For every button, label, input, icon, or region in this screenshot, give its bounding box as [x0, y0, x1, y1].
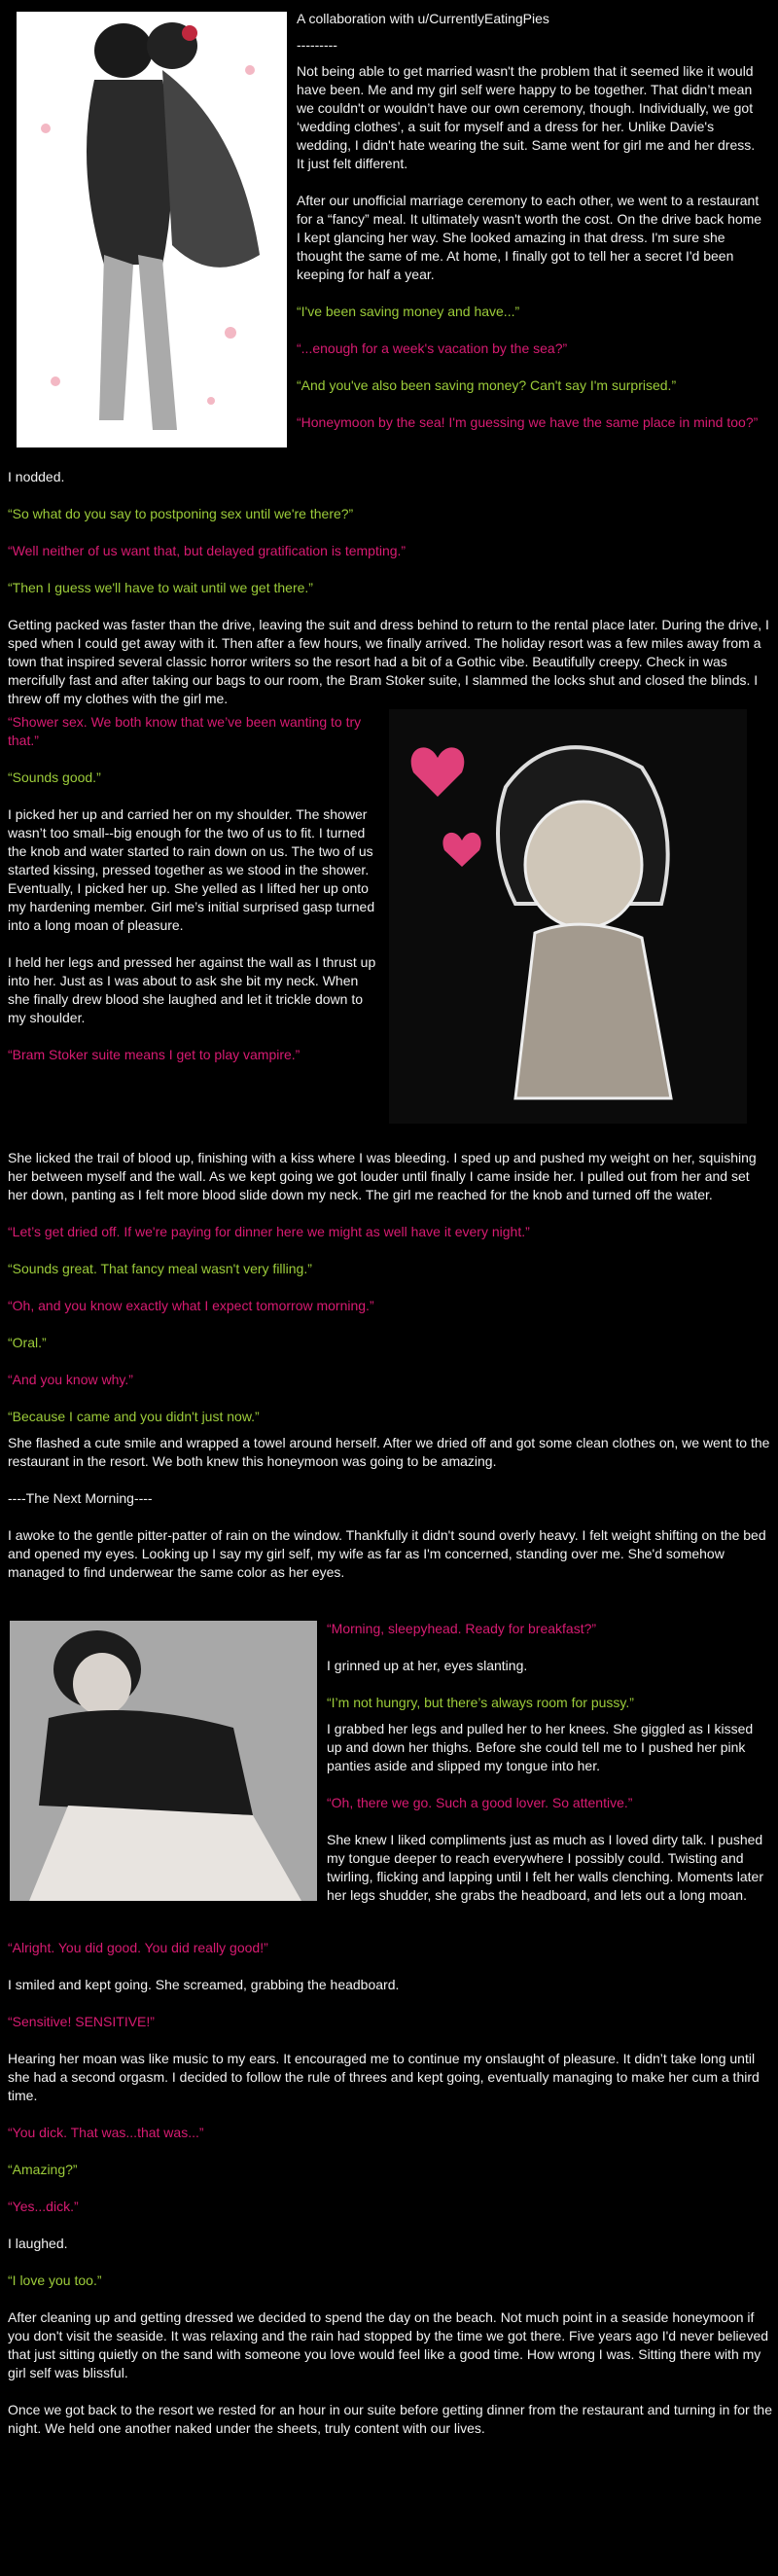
narration-paragraph: I grabbed her legs and pulled her to her knees. She giggled as I kissed up and down her thighs. Before she could tell me to I pushed her pink panties aside and slipped my tongue into her.: [327, 1721, 754, 1773]
morning-section: [327, 1620, 769, 1923]
intro-section: [297, 10, 763, 450]
shower-section: [8, 713, 382, 1083]
narration-paragraph: ----The Next Morning----: [8, 1490, 153, 1506]
her-dialogue-line: “Let’s get dried off. If we're paying for dinner here we might as well have it every night.”: [8, 1224, 530, 1239]
after-shower-section: [8, 1149, 772, 1600]
her-dialogue-line: “Sensitive! SENSITIVE!”: [8, 2014, 155, 2029]
her-dialogue-line: “Well neither of us want that, but delayed gratification is tempting.”: [8, 543, 407, 558]
narration-paragraph: She knew I liked compliments just as much as I loved dirty talk. I pushed my tongue deeper to reach everywhere I possibly could. Twisting and twirling, flicking and lapping until I felt her walls clenching. Moments later her legs shudder, she grabs the headboard, and lets out a long moan.: [327, 1832, 763, 1903]
narration-paragraph: She licked the trail of blood up, finishing with a kiss where I was bleeding. I sped up and pushed my weight on her, squishing her between myself and the wall. As we kept going we got louder until finally I came inside her. I pulled out from her and set her down, panting as I felt more blood slide down my neck. The girl me reached for the knob and turned off the water.: [8, 1150, 757, 1202]
narration-paragraph: A collaboration with u/CurrentlyEatingPies: [297, 11, 549, 26]
narration-paragraph: I smiled and kept going. She screamed, grabbing the headboard.: [8, 1977, 400, 1992]
narration-paragraph: Once we got back to the resort we rested for an hour in our suite before getting dinner from the restaurant and turning in for the night. We held one another naked under the sheets, truly content with our lives.: [8, 2402, 773, 2436]
morning-girl-illustration: [10, 1621, 317, 1901]
her-dialogue-line: “You dick. That was...that was...”: [8, 2125, 204, 2140]
narration-paragraph: I laughed.: [8, 2236, 68, 2251]
his-dialogue-line: “Amazing?”: [8, 2162, 78, 2177]
heart-girl-illustration: [389, 709, 747, 1124]
narration-paragraph: She flashed a cute smile and wrapped a towel around herself. After we dried off and got some clean clothes on, we went to the restaurant in the resort. We both knew this honeymoon was going to be amazing.: [8, 1435, 770, 1469]
narration-paragraph: After our unofficial marriage ceremony to each other, we went to a restaurant for a “fancy” meal. It ultimately wasn't worth the cost. On the drive back home I kept glancing her way. She looked amazing in that dress. I'm sure she thought the same of me. At home, I finally got to tell her a secret I'd been keeping for half a year.: [297, 193, 762, 282]
his-dialogue-line: “I've been saving money and have...”: [297, 304, 520, 319]
his-dialogue-line: “And you've also been saving money? Can't say I'm surprised.”: [297, 377, 677, 393]
her-dialogue-line: “Yes...dick.”: [8, 2199, 79, 2214]
her-dialogue-line: “Shower sex. We both know that we’ve been wanting to try that.”: [8, 714, 362, 748]
narration-paragraph: After cleaning up and getting dressed we decided to spend the day on the beach. Not much point in a seaside honeymoon if you don't visit the seaside. It was relaxing and the rain had stopped by the time we got there. Five years ago I'd never believed that just sitting quietly on the sand with someone you love would feel like a good time. How wrong I was. Sitting there with my girl self was blissful.: [8, 2309, 769, 2380]
her-dialogue-line: “Oh, and you know exactly what I expect tomorrow morning.”: [8, 1298, 374, 1313]
his-dialogue-line: “I’m not hungry, but there’s always room for pussy.”: [327, 1695, 634, 1710]
narration-paragraph: I grinned up at her, eyes slanting.: [327, 1658, 528, 1673]
narration-paragraph: Getting packed was faster than the drive, leaving the suit and dress behind to return to the rental place later. During the drive, I sped when I could get away with it. Then after a few hours, we finally arrived. The holiday resort was a few miles away from a town that inspired several classic horror writers so the resort had a bit of a Gothic vibe. Beautifully creepy. Check in was mercifully fast and after taking our bags to our room, the Bram Stoker suite, I slammed the locks shut and closed the blinds. I threw off my clothes with the girl me.: [8, 617, 769, 706]
narration-paragraph: I held her legs and pressed her against the wall as I thrust up into her. Just as I was about to ask she bit my neck. When she finally drew blood she laughed and let it trickle down to my shoulder.: [8, 954, 376, 1025]
his-dialogue-line: “Because I came and you didn't just now.”: [8, 1409, 260, 1424]
her-dialogue-line: “Bram Stoker suite means I get to play vampire.”: [8, 1047, 301, 1062]
her-dialogue-line: “Oh, there we go. Such a good lover. So attentive.”: [327, 1795, 633, 1810]
his-dialogue-line: “Oral.”: [8, 1335, 47, 1350]
narration-paragraph: Not being able to get married wasn't the problem that it seemed like it would have been. Me and my girl self were happy to be together. That didn’t mean we couldn't or wouldn’t have our own ceremony, though. Individually, we got ‘wedding clothes’, a suit for myself and a dress for her. Unlike Davie's wedding, I didn't hate wearing the suit. Same went for girl me and her dress. It just felt different.: [297, 63, 756, 171]
her-dialogue-line: “...enough for a week's vacation by the sea?”: [297, 340, 568, 356]
his-dialogue-line: “I love you too.”: [8, 2272, 102, 2288]
narration-paragraph: I picked her up and carried her on my shoulder. The shower wasn’t too small--big enough for the two of us to fit. I turned the knob and water started to rain down on us. The two of us started kissing, pressed together as we stood in the shower. Eventually, I picked her up. She yelled as I lifted her up onto my hardening member. Girl me’s initial surprised gasp turned into a long moan of pleasure.: [8, 806, 375, 933]
arrival-section: [8, 468, 772, 727]
narration-paragraph: I nodded.: [8, 469, 65, 484]
narration-paragraph: I awoke to the gentle pitter-patter of rain on the window. Thankfully it didn't sound overly heavy. I felt weight shifting on the bed and opened my eyes. Looking up I say my girl self, my wife as far as I'm concerned, standing over me. She'd somehow managed to find underwear the same color as her eyes.: [8, 1527, 766, 1580]
wedding-couple-illustration: [17, 12, 287, 447]
narration-paragraph: Hearing her moan was like music to my ears. It encouraged me to continue my onslaught of pleasure. It didn’t take long until she had a second orgasm. I decided to follow the rule of threes and kept going, eventually managing to make her cum a third time.: [8, 2051, 760, 2103]
her-dialogue-line: “Honeymoon by the sea! I'm guessing we have the same place in mind too?”: [297, 414, 759, 430]
his-dialogue-line: “So what do you say to postponing sex until we're there?”: [8, 506, 354, 521]
his-dialogue-line: “Sounds great. That fancy meal wasn't very filling.”: [8, 1261, 312, 1276]
his-dialogue-line: “Then I guess we'll have to wait until we get there.”: [8, 580, 313, 595]
his-dialogue-line: “Sounds good.”: [8, 769, 101, 785]
ending-section: [8, 1939, 772, 2456]
her-dialogue-line: “Morning, sleepyhead. Ready for breakfast?”: [327, 1621, 597, 1636]
her-dialogue-line: “And you know why.”: [8, 1372, 133, 1387]
her-dialogue-line: “Alright. You did good. You did really good!”: [8, 1940, 268, 1955]
narration-paragraph: ---------: [297, 37, 337, 53]
